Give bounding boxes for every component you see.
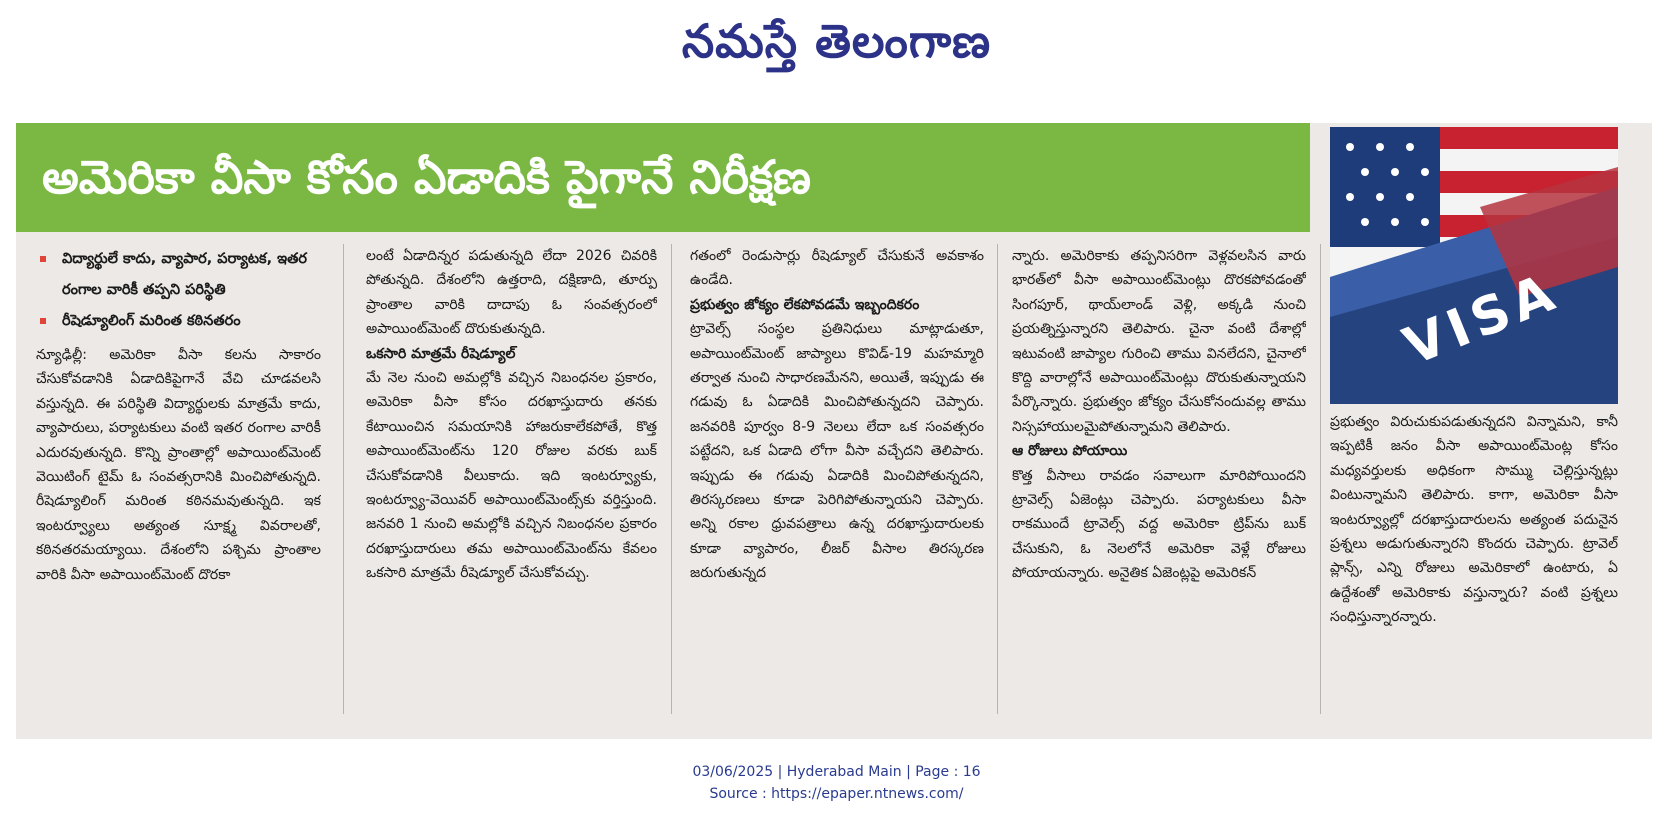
page-footer-info: 03/06/2025 | Hyderabad Main | Page : 16	[692, 764, 981, 780]
body-paragraph: న్యూఢిల్లీ: అమెరికా వీసా కలను సాకారం చేసుకోవడానికి ఏడాదికిపైగానే వేచి చూడవలసి వస్తున్నది. ఈ పరిస్థితి విద్యార్థులకు మాత్రమే కాదు, వ్యాపారులు, పర్యాటకులు వంటి ఇతర రంగాల వారికీ ఎదురవుతున్నది. కొన్ని ప్రాంతాల్లో అపాయింట్‌మెంట్ వెయిటింగ్ టైమ్ ఓ సంవత్సరానికి మించిపోతున్నది. రీషెడ్యూలింగ్ మరింత కఠినమవుతున్నది. ఇక ఇంటర్వ్యూలు అత్యంత సూక్ష్మ వివరాలతో, కఠినతరమయ్యాయి. దేశంలోని పశ్చిమ ప్రాంతాల వారికి వీసా అపాయింట్‌మెంట్ దొరకా	[36, 347, 321, 583]
column-divider	[343, 244, 344, 714]
body-paragraph: ప్రభుత్వం విరుచుకుపడుతున్నదని విన్నామని, కానీ ఇప్పటికీ జనం వీసా అపాయింట్‌మెంట్ల కోసం మధ్యవర్తులకు అధికంగా సొమ్ము చెల్లిస్తున్నట్లు వింటున్నామని తెలిపారు. కాగా, అమెరికా వీసా ఇంటర్వ్యూల్లో దరఖాస్తుదారులను అత్యంత పదునైన ప్రశ్నలు అడుగుతున్నారని కొందరు చెప్పారు. ట్రావెల్ ప్లాన్స్, ఎన్ని రోజులు అమెరికాలో ఉంటారు, ఏ ఉద్దేశంతో అమెరికాకు వస్తున్నారు? వంటి ప్రశ్నలు సంధిస్తున్నారన్నారు.	[1330, 414, 1618, 626]
body-paragraph: న్నారు. అమెరికాకు తప్పనిసరిగా వెళ్లవలసిన వారు భారత్‌లో వీసా అపాయింట్‌మెంట్లు దొరకపోవడంతో సింగపూర్, థాయ్‌లాండ్ వెళ్లి, అక్కడి నుంచి ప్రయత్నిస్తున్నారని తెలిపారు. చైనా వంటి దేశాల్లో ఇటువంటి జాప్యాల గురించి తాము వినలేదని, చైనాలో కొద్ది వారాల్లోనే అపాయింట్‌మెంట్లు దొరుకుతున్నాయని పేర్కొన్నారు. ప్రభుత్వం జోక్యం చేసుకోనందువల్ల తాము నిస్సహాయులమైపోతున్నామని తెలిపారు.	[1012, 248, 1306, 435]
section-subhead: ఆ రోజులు పోయాయి	[1012, 443, 1128, 460]
section-subhead: ఒకసారి మాత్రమే రీషెడ్యూల్	[366, 345, 516, 362]
column-divider	[997, 244, 998, 714]
article-column-5	[1330, 410, 1618, 714]
highlight-item	[36, 306, 321, 337]
bullet-icon	[40, 256, 46, 262]
section-subhead: ప్రభుత్వం జోక్యం లేకపోవడమే ఇబ్బందికరం	[690, 296, 920, 313]
article-column-4	[1012, 244, 1306, 714]
column-divider	[1320, 244, 1321, 714]
highlight-text: రీషెడ్యూలింగ్ మరింత కఠినతరం	[62, 313, 241, 329]
column-divider	[671, 244, 672, 714]
body-paragraph: లంటే ఏడాదిన్నర పడుతున్నది లేదా 2026 చివరికి పోతున్నది. దేశంలోని ఉత్తరాది, దక్షిణాది, తూర్పు ప్రాంతాల వారికి దాదాపు ఓ సంవత్సరంలో అపాయింట్‌మెంట్ దొరుకుతున్నది.	[366, 248, 657, 338]
body-paragraph: ట్రావెల్స్ సంస్థల ప్రతినిధులు మాట్లాడుతూ, అపాయింట్‌మెంట్ జాప్యాలు కొవిడ్-19 మహమ్మారి తర్వాత నుంచి సాధారణమేనని, అయితే, ఇప్పుడు ఈ గడువు ఓ ఏడాదికి మించిపోతున్నదని చెప్పారు. జనవరికి పూర్వం 8-9 నెలలు లేదా ఒక సంవత్సరం పట్టేదని, ఒక ఏడాది లోగా వీసా వచ్చేదని తెలిపారు. ఇప్పుడు ఈ గడువు ఏడాదికి మించిపోతున్నదని, తిరస్కరణలు కూడా పెరిగిపోతున్నాయని చెప్పారు. అన్ని రకాల ధ్రువపత్రాలు ఉన్న దరఖాస్తుదారులకు కూడా వ్యాపారం, లీజర్ వీసాల తిరస్కరణ జరుగుతున్నద	[690, 321, 984, 582]
body-paragraph: కొత్త వీసాలు రావడం సవాలుగా మారిపోయిందని ట్రావెల్స్ ఏజెంట్లు చెప్పారు. పర్యాటకులు వీసా రాకముందే ట్రావెల్స్ వద్ద అమెరికా ట్రిప్‌ను బుక్ చేసుకుని, ఓ నెలలోనే అమెరికా వెళ్లే రోజులు పోయాయన్నారు. అనైతిక ఏజెంట్లపై అమెరికన్	[1012, 467, 1306, 582]
article-column-3	[690, 244, 984, 714]
article-column-2	[366, 244, 657, 714]
highlight-item	[36, 244, 321, 306]
bullet-icon	[40, 318, 46, 324]
us-flag-visa-image	[1330, 127, 1618, 404]
body-paragraph: గతంలో రెండుసార్లు రీషెడ్యూల్ చేసుకునే అవకాశం ఉండేది.	[690, 248, 984, 289]
newspaper-masthead: నమస్తే తెలంగాణ	[681, 14, 992, 68]
page-footer-source[interactable]: Source : https://epaper.ntnews.com/	[709, 786, 964, 802]
article-column-1	[36, 244, 321, 714]
highlight-list	[36, 244, 321, 337]
flag-illustration	[1330, 127, 1618, 404]
highlight-text: విద్యార్థులే కాదు, వ్యాపార, పర్యాటక, ఇతర రంగాల వారికీ తప్పని పరిస్థితి	[62, 251, 308, 298]
body-paragraph: మే నెల నుంచి అమల్లోకి వచ్చిన నిబంధనల ప్రకారం, అమెరికా వీసా కోసం దరఖాస్తుదారు తనకు కేటాయించిన సమయానికి హాజరుకాలేకపోతే, కొత్త అపాయింట్‌మెంట్‌ను 120 రోజుల వరకు బుక్ చేసుకోవడానికి వీలుకాదు. ఇది ఇంటర్వ్యూకు, ఇంటర్వ్యూ-వెయివర్ అపాయింట్‌మెంట్స్‌కు వర్తిస్తుంది. జనవరి 1 నుంచి అమల్లోకి వచ్చిన నిబంధనల ప్రకారం దరఖాస్తుదారులు తమ అపాయింట్‌మెంట్‌ను కేవలం ఒకసారి మాత్రమే రీషెడ్యూల్ చేసుకోవచ్చు.	[366, 370, 657, 582]
article-headline: అమెరికా వీసా కోసం ఏడాదికి పైగానే నిరీక్షణ	[16, 123, 1310, 232]
visa-stamp-text: VISA	[1395, 261, 1568, 378]
